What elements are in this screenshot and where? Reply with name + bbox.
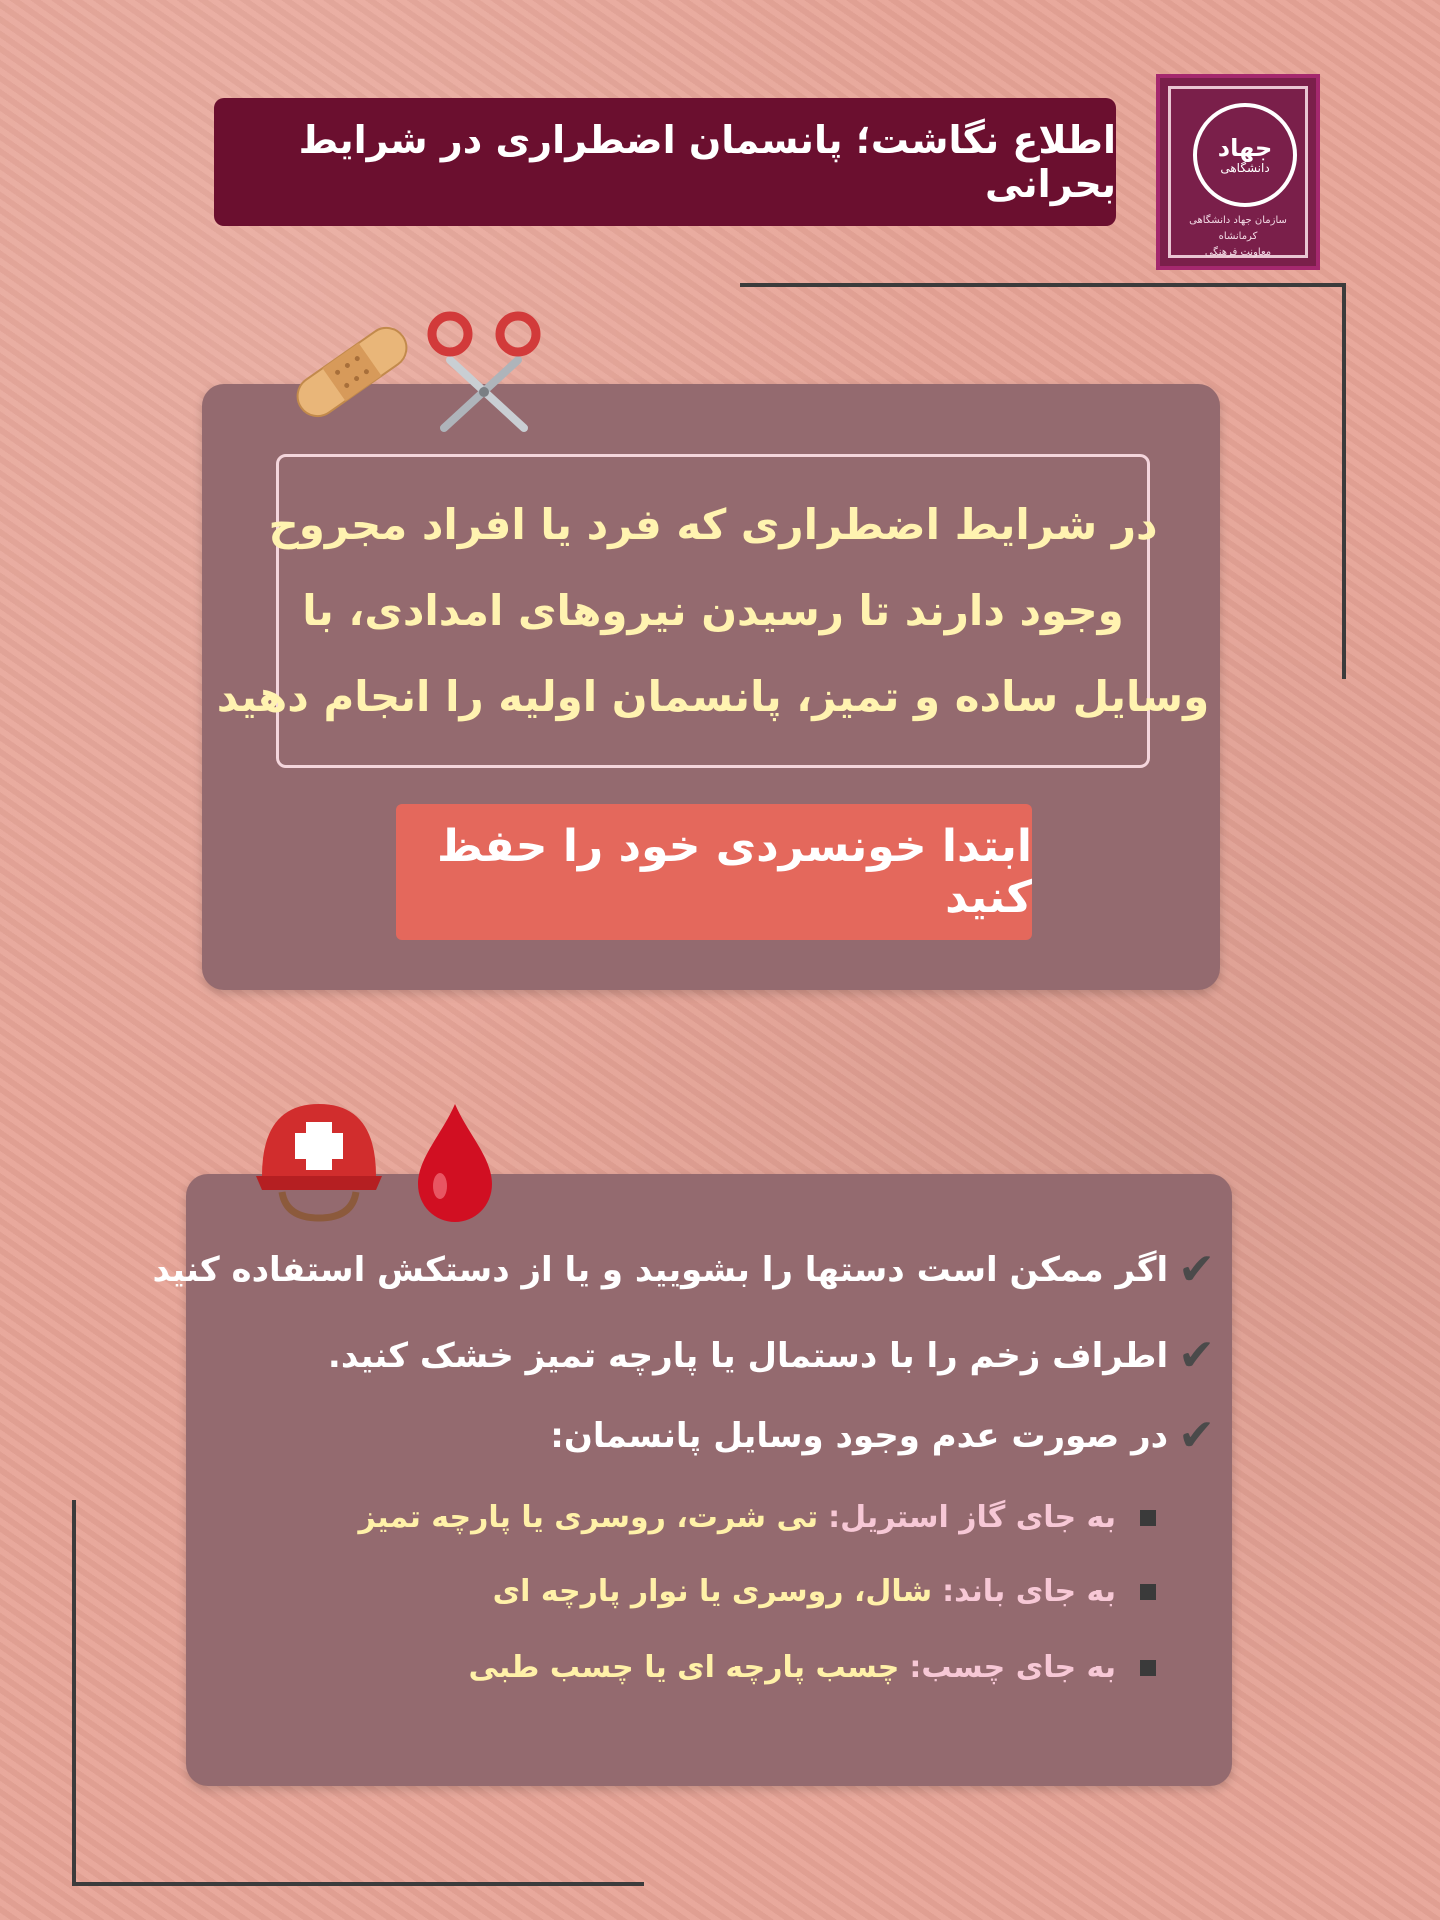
intro-text-box [216,454,1210,768]
scissors-icon [424,304,544,434]
substitute-value-3: چسب پارچه ای یا چسب طبی [468,1650,900,1685]
check-icon: ✔ [1178,1410,1215,1461]
intro-line-2: وجود دارند تا رسیدن نیروهای امدادی، با [302,586,1124,635]
check-icon: ✔ [1178,1244,1215,1295]
seal-line2: دانشگاهی [1220,161,1270,175]
page-title: اطلاع نگاشت؛ پانسمان اضطراری در شرایط بحرانی [214,98,1116,226]
step-text-2: اطراف زخم را با دستمال یا پارچه تمیز خشک کنید. [327,1335,1169,1376]
square-bullet-icon [1140,1510,1156,1526]
step-text-1: اگر ممکن است دستها را بشویید و یا از دستکش استفاده کنید [152,1249,1169,1290]
substitute-label-1: به جای گاز استریل: [828,1500,1116,1535]
logo-caption [1175,213,1301,261]
step-text-3: در صورت عدم وجود وسایل پانسمان: [550,1415,1169,1456]
substitute-value-2: شال، روسری یا نوار پارچه ای [492,1574,933,1609]
substitute-label-2: به جای باند: [942,1574,1116,1609]
helmet-icon [252,1096,386,1226]
square-bullet-icon [1140,1584,1156,1600]
logo-seal [1193,103,1297,207]
square-bullet-icon [1140,1660,1156,1676]
substitute-label-3: به جای چسب: [909,1650,1116,1685]
stay-calm-callout: ابتدا خونسردی خود را حفظ کنید [396,804,1032,940]
intro-line-3: وسایل ساده و تمیز، پانسمان اولیه را انجام دهید [216,672,1210,721]
intro-line-1: در شرایط اضطراری که فرد یا افراد مجروح [268,500,1158,549]
step-row-1 [152,1244,1215,1295]
seal-line1: جهاد [1217,134,1273,162]
step-row-2 [328,1330,1215,1381]
step-row-3 [550,1410,1215,1461]
top-right-corner-line-h [740,283,1346,287]
blood-drop-icon [412,1100,498,1226]
top-right-corner-line-v [1342,283,1346,679]
check-icon: ✔ [1178,1330,1215,1381]
bottom-left-corner-line-h [72,1882,644,1886]
logo-caption-line1: سازمان جهاد دانشگاهی کرمانشاه [1189,215,1287,242]
logo-frame [1168,86,1308,258]
bottom-left-corner-line-v [72,1500,76,1886]
bandage-icon [282,312,422,432]
logo-caption-line2: معاونت فرهنگی [1204,247,1272,258]
substitute-value-1: تی شرت، روسری یا پارچه تمیز [358,1500,819,1535]
substitute-row-1 [359,1500,1156,1535]
substitute-row-2 [493,1574,1156,1609]
organization-logo [1156,74,1320,270]
substitute-row-3 [469,1650,1156,1685]
